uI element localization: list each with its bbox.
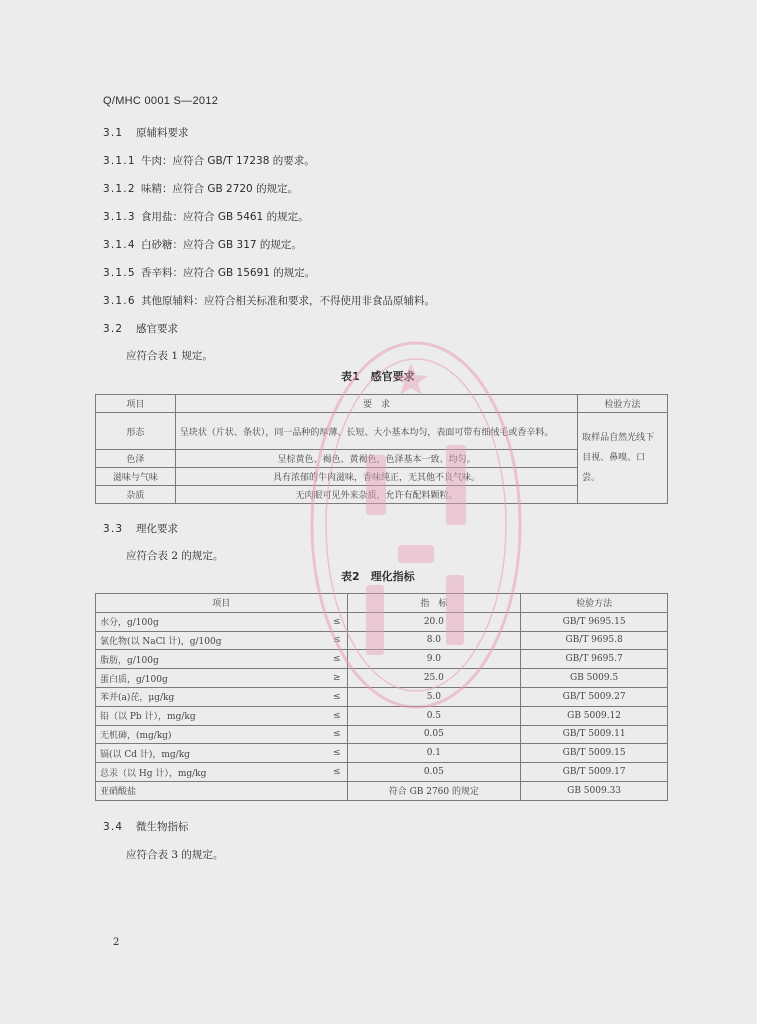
- cell-requirement: 无肉眼可见外来杂质，允许有配料颗粒。: [175, 486, 577, 504]
- section-number: 3.1.2: [103, 183, 136, 195]
- section-3-1-2: [103, 181, 298, 196]
- cell-method: GB/T 5009.17: [521, 763, 668, 782]
- section-title: 微生物指标: [136, 821, 189, 833]
- cell-requirement: 具有浓郁的牛肉滋味，香味纯正，无其他不良气味。: [175, 468, 577, 486]
- table-row: [96, 725, 668, 744]
- section-3-3-body: 应符合表 2 的规定。: [126, 550, 224, 562]
- header-method: 检验方法: [578, 395, 668, 413]
- sensory-table: [95, 394, 668, 504]
- cell-method: GB/T 9695.7: [521, 650, 668, 669]
- cell-symbol: ≥: [315, 669, 347, 688]
- table1-caption: 表1 感官要求: [341, 370, 415, 383]
- table2-caption: 表2 理化指标: [341, 570, 415, 583]
- table-row: [96, 631, 668, 650]
- table-row: [96, 744, 668, 763]
- section-number: 3.1: [103, 127, 124, 139]
- page-number: 2: [113, 937, 120, 948]
- doc-code: Q/MHC 0001 S—2012: [103, 95, 219, 107]
- cell-item: 总汞（以 Hg 计），mg/kg: [96, 763, 316, 782]
- section-number: 3.1.3: [103, 211, 136, 223]
- section-title: 感官要求: [136, 323, 178, 335]
- cell-item: 氯化物(以 NaCl 计)，g/100g: [96, 631, 316, 650]
- cell-item: 色泽: [96, 450, 176, 468]
- cell-symbol: ≤: [315, 631, 347, 650]
- cell-symbol: ≤: [315, 763, 347, 782]
- cell-item: 镉(以 Cd 计)，mg/kg: [96, 744, 316, 763]
- cell-value: 0.05: [347, 763, 521, 782]
- cell-method: GB/T 9695.8: [521, 631, 668, 650]
- header-item: 项目: [96, 594, 348, 613]
- header-index: 指 标: [347, 594, 521, 613]
- cell-value: 0.05: [347, 725, 521, 744]
- header-requirement: 要 求: [175, 395, 577, 413]
- header-method: 检验方法: [521, 594, 668, 613]
- cell-method: 取样品自然光线下目视、鼻嗅、口尝。: [578, 413, 668, 504]
- cell-requirement: 呈块状（片状、条状），同一品种的厚薄、长短、大小基本均匀，表面可带有细绒毛或香辛料。: [175, 413, 577, 450]
- section-text: 白砂糖：应符合 GB 317 的规定。: [141, 239, 302, 251]
- cell-method: GB/T 5009.11: [521, 725, 668, 744]
- table-header-row: [96, 594, 668, 613]
- section-3-4-body: 应符合表 3 的规定。: [126, 849, 224, 861]
- cell-item: 铅（以 Pb 计），mg/kg: [96, 706, 316, 725]
- header-item: 项目: [96, 395, 176, 413]
- cell-method: GB/T 9695.15: [521, 612, 668, 631]
- cell-symbol: ≤: [315, 725, 347, 744]
- section-3-1-3: [103, 209, 309, 224]
- cell-symbol: ≤: [315, 650, 347, 669]
- table-row: [96, 763, 668, 782]
- cell-item: 无机砷，(mg/kg): [96, 725, 316, 744]
- cell-value: 0.1: [347, 744, 521, 763]
- cell-symbol: ≤: [315, 612, 347, 631]
- section-text: 香辛料：应符合 GB 15691 的规定。: [141, 267, 316, 279]
- cell-value: 0.5: [347, 706, 521, 725]
- section-number: 3.1.6: [103, 295, 136, 307]
- cell-item: 杂质: [96, 486, 176, 504]
- section-title: 原辅料要求: [136, 127, 189, 139]
- physchem-table: [95, 593, 668, 801]
- cell-method: GB 5009.12: [521, 706, 668, 725]
- cell-item: 形态: [96, 413, 176, 450]
- table-row: [96, 669, 668, 688]
- section-3-1-1: [103, 153, 315, 168]
- section-text: 牛肉：应符合 GB/T 17238 的要求。: [141, 155, 315, 167]
- cell-symbol: ≤: [315, 687, 347, 706]
- section-3-4: [103, 819, 189, 834]
- section-text: 味精：应符合 GB 2720 的规定。: [141, 183, 299, 195]
- cell-item: 滋味与气味: [96, 468, 176, 486]
- cell-value: 9.0: [347, 650, 521, 669]
- section-number: 3.1.4: [103, 239, 136, 251]
- cell-item: 脂肪，g/100g: [96, 650, 316, 669]
- table-row: [96, 612, 668, 631]
- cell-value: 8.0: [347, 631, 521, 650]
- section-title: 理化要求: [136, 523, 178, 535]
- section-number: 3.3: [103, 523, 124, 535]
- section-3-2: [103, 321, 178, 336]
- cell-symbol: ≤: [315, 744, 347, 763]
- section-3-1-4: [103, 237, 302, 252]
- cell-method: GB/T 5009.27: [521, 687, 668, 706]
- cell-item: 蛋白质，g/100g: [96, 669, 316, 688]
- cell-requirement: 呈棕黄色、褐色、黄褐色，色泽基本一致、均匀。: [175, 450, 577, 468]
- table-header-row: [96, 395, 668, 413]
- cell-value: 25.0: [347, 669, 521, 688]
- section-text: 其他原辅料：应符合相关标准和要求，不得使用非食品原辅料。: [141, 295, 435, 307]
- cell-method: GB/T 5009.15: [521, 744, 668, 763]
- section-number: 3.4: [103, 821, 124, 833]
- cell-item: 亚硝酸盐: [96, 781, 348, 800]
- section-3-2-body: 应符合表 1 规定。: [126, 350, 213, 362]
- section-3-1-6: [103, 293, 435, 308]
- cell-item: 水分，g/100g: [96, 612, 316, 631]
- table-row: [96, 650, 668, 669]
- cell-value: 20.0: [347, 612, 521, 631]
- cell-item: 苯并(a)芘，μg/kg: [96, 687, 316, 706]
- table-row: [96, 781, 668, 800]
- table-row: [96, 706, 668, 725]
- section-3-1-5: [103, 265, 315, 280]
- section-number: 3.1.1: [103, 155, 136, 167]
- section-number: 3.1.5: [103, 267, 136, 279]
- section-text: 食用盐：应符合 GB 5461 的规定。: [141, 211, 309, 223]
- section-3-1: [103, 125, 189, 140]
- cell-symbol: ≤: [315, 706, 347, 725]
- table-row: [96, 413, 668, 450]
- table-row: [96, 687, 668, 706]
- cell-value: 符合 GB 2760 的规定: [347, 781, 521, 800]
- section-3-3: [103, 521, 178, 536]
- cell-value: 5.0: [347, 687, 521, 706]
- section-number: 3.2: [103, 323, 124, 335]
- cell-method: GB 5009.5: [521, 669, 668, 688]
- cell-method: GB 5009.33: [521, 781, 668, 800]
